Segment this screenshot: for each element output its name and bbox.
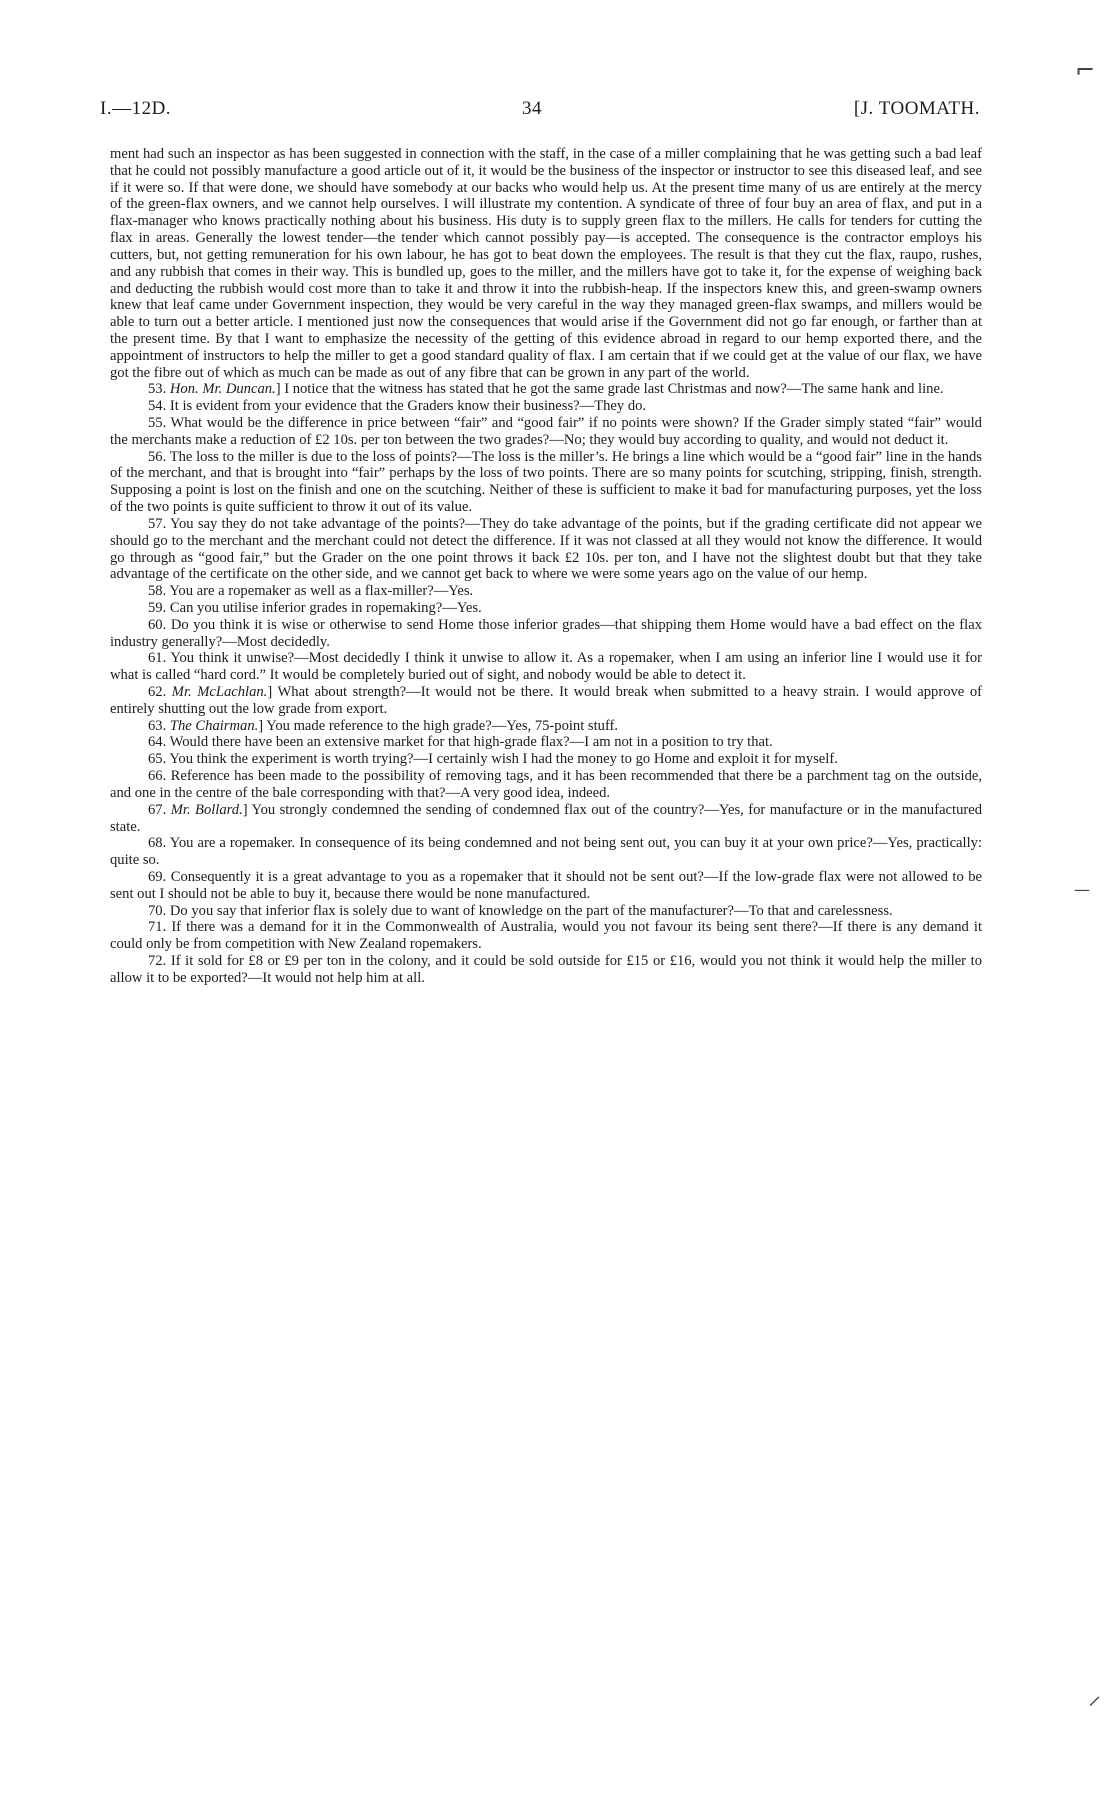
question-number: 57. [148, 515, 170, 532]
question-number: 66. [148, 768, 171, 785]
paragraph-text: If there was a demand for it in the Commonwealth of Australia, would you not favour its being sent there?—If there is any demand it could only be from competition with New Zealand ropemakers. [110, 919, 983, 953]
question-paragraph [110, 650, 982, 684]
paragraph-text: You think it unwise?—Most decidedly I think it unwise to allow it. As a ropemaker, when I am using an inferior line I would use it for what is called “hard cord.” It would be completely buried out of sight, and nobody would be able to detect it. [110, 650, 982, 684]
paragraph-text: ] You strongly condemned the sending of condemned flax out of the country?—Yes, for manufacture or in the manufactured state. [110, 801, 983, 835]
paragraph-text: Can you utilise inferior grades in ropemaking?—Yes. [169, 599, 482, 616]
witness-name: [J. TOOMATH. [853, 98, 980, 119]
question-number: 60. [148, 616, 171, 633]
question-number: 71. [148, 919, 172, 936]
question-paragraph [110, 734, 982, 751]
question-number: 70. [148, 902, 170, 919]
question-paragraph [110, 415, 982, 449]
question-paragraph [110, 919, 982, 953]
question-number: 62. [148, 684, 172, 700]
paragraph-text: You are a ropemaker. In consequence of its being condemned and not being sent out, you can buy it at your own price?—Yes, practically: quite so. [110, 835, 982, 869]
page-header [100, 98, 980, 126]
question-number: 53. [148, 381, 170, 398]
question-paragraph [110, 516, 982, 583]
question-paragraph [110, 718, 982, 735]
question-paragraph [110, 600, 982, 617]
paragraph-text: The loss to the miller is due to the loss of points?—The loss is the miller’s. He brings a line which would be a “good fair” line in the hands of the merchant, and that is brought into “fair” perhaps by the loss of two points. There are so many points for scutching, stripping, finish, strength. Supposing a point is lost on the finish and one on the scutching. Neither of these is sufficient to make it bad for manufacturing purposes, yet the loss of the two points is quite sufficient to throw it out of its value. [110, 448, 982, 516]
question-number: 54. [148, 398, 170, 415]
question-paragraph [110, 802, 982, 836]
paragraph-text: Do you say that inferior flax is solely due to want of knowledge on the part of the manufacturer?—To that and carelessness. [169, 902, 893, 919]
question-number: 59. [148, 599, 170, 616]
question-paragraph [110, 449, 982, 516]
question-paragraph [110, 768, 982, 802]
question-paragraph [110, 751, 982, 768]
transcript-body [110, 146, 982, 987]
paragraph-text: ment had such an inspector as has been suggested in connection with the staff, in the case of a miller complaining that he was getting such a bad leaf that he could not possibly manufacture a good article out of it, it would be the business of the inspector or instructor to see this diseased leaf, and see if it were so. If that were done, we should have somebody at our backs who would help us. At the present time many of us are entirely at the mercy of the green-flax owners, and we cannot help ourselves. I will illustrate my contention. A syndicate of three of four buy an area of flax, and put in a flax-manager who knows practically nothing about his business. His duty is to supply green flax to the millers. He calls for tenders for cutting the flax in areas. Generally the lowest tender—the tender which cannot possibly pay—is accepted. The consequence is the contractor employs his cutters, but, not getting remuneration for his own labour, he has got to beat down the employees. The result is that they cut the flax, raupo, rushes, and any rubbish that comes in their way. This is bundled up, goes to the miller, and the millers have got to take it, for the expense of weighing back and deducting the rubbish would cost more than to take it and throw it into the rubbish-heap. If the inspectors knew this, and green-swamp owners knew that leaf came under Government inspection, they would be very careful in the way they managed green-flax swamps, and millers would be able to turn out a better article. I mentioned just now the consequences that would arise if the Government did not go far enough, or farther than at the present time. By that I want to emphasize the necessity of the getting of this evidence abroad in regard to our hemp exported there, and the appointment of instructors to help the miller to get a good standard quality of flax. I am certain that if we could get at the value of our flax, we have got the fibre out of which as much can be made as out of any fibre that can be grown in any part of the world. [110, 146, 982, 381]
question-number: 64. [148, 734, 170, 751]
speaker-name: The Chairman. [169, 717, 259, 734]
question-paragraph [110, 381, 982, 398]
question-paragraph [110, 903, 982, 920]
question-paragraph [110, 835, 982, 869]
page-number: 34 [522, 98, 542, 119]
question-paragraph [110, 617, 982, 651]
report-code: I.—12D. [100, 98, 172, 119]
question-number: 63. [148, 717, 170, 734]
speaker-name: Hon. Mr. Duncan. [169, 381, 276, 398]
question-number: 68. [148, 835, 170, 852]
question-paragraph [110, 869, 982, 903]
speaker-name: Mr. Bollard. [170, 801, 243, 818]
question-number: 67. [148, 801, 171, 818]
question-number: 55. [148, 415, 171, 431]
continuation-paragraph [110, 146, 982, 381]
question-number: 65. [148, 751, 170, 768]
paragraph-text: What would be the difference in price between “fair” and “good fair” if no points were shown? If the Grader simply stated “fair” would the merchants make a reduction of £2 10s. per ton between the two grades?—No; they would buy according to quality, and would not deduct it. [110, 415, 982, 448]
paragraph-text: ] What about strength?—It would not be there. It would break when submitted to a heavy strain. I would approve of entirely shutting out the low grade from export. [110, 684, 982, 717]
question-number: 56. [148, 448, 170, 465]
question-paragraph [110, 583, 982, 600]
question-paragraph [110, 398, 982, 415]
question-number: 61. [148, 650, 171, 667]
question-number: 69. [148, 868, 171, 885]
paragraph-text: ] You made reference to the high grade?—Yes, 75-point stuff. [258, 717, 619, 734]
paragraph-text: You think the experiment is worth trying?—I certainly wish I had the money to go Home and exploit it for myself. [169, 751, 838, 768]
question-paragraph [110, 684, 982, 718]
paragraph-text: You say they do not take advantage of the points?—They do take advantage of the points, but if the grading certificate did not appear we should go to the merchant and the merchant could not detect the difference. If it was not classed at all they would not know the difference. It would go through as “good fair,” but the Grader on the one point throws it back £2 10s. per ton, and I have not the slightest doubt but that they take advantage of the certificate on the other side, and we cannot get back to where we were some years ago on the value of our hemp. [110, 515, 982, 583]
paragraph-text: Reference has been made to the possibility of removing tags, and it has been recommended that there be a parchment tag on the outside, and one in the centre of the bale corresponding with that?—A very good idea, indeed. [110, 768, 982, 801]
paragraph-text: ] I notice that the witness has stated that he got the same grade last Christmas and now?—The same hank and line. [275, 381, 944, 398]
question-number: 72. [148, 953, 171, 969]
margin-corner-mark-icon: ⸝ [1088, 1681, 1102, 1711]
paragraph-text: If it sold for £8 or £9 per ton in the colony, and it could be sold outside for £15 or £16, would you not think it would help the miller to allow it to be exported?—It would not help him at all. [110, 953, 982, 986]
paragraph-text: Do you think it is wise or otherwise to send Home those inferior grades—that shipping them Home would have a bad effect on the flax industry generally?—Most decidedly. [110, 616, 982, 650]
margin-scribble-icon: ⌐ [1075, 56, 1096, 84]
question-paragraph [110, 953, 982, 987]
paragraph-text: It is evident from your evidence that the Graders know their business?—They do. [169, 398, 647, 415]
paragraph-text: Consequently it is a great advantage to you as a ropemaker that it should not be sent out?—If the low-grade flax were not allowed to be sent out I should not be able to buy it, because there would be none manufactured. [110, 868, 982, 902]
paragraph-text: Would there have been an extensive market for that high-grade flax?—I am not in a position to try that. [169, 734, 773, 751]
speaker-name: Mr. McLachlan. [171, 684, 268, 700]
margin-dash-icon: — [1074, 880, 1090, 899]
paragraph-text: You are a ropemaker as well as a flax-miller?—Yes. [169, 583, 474, 600]
question-number: 58. [148, 583, 170, 600]
